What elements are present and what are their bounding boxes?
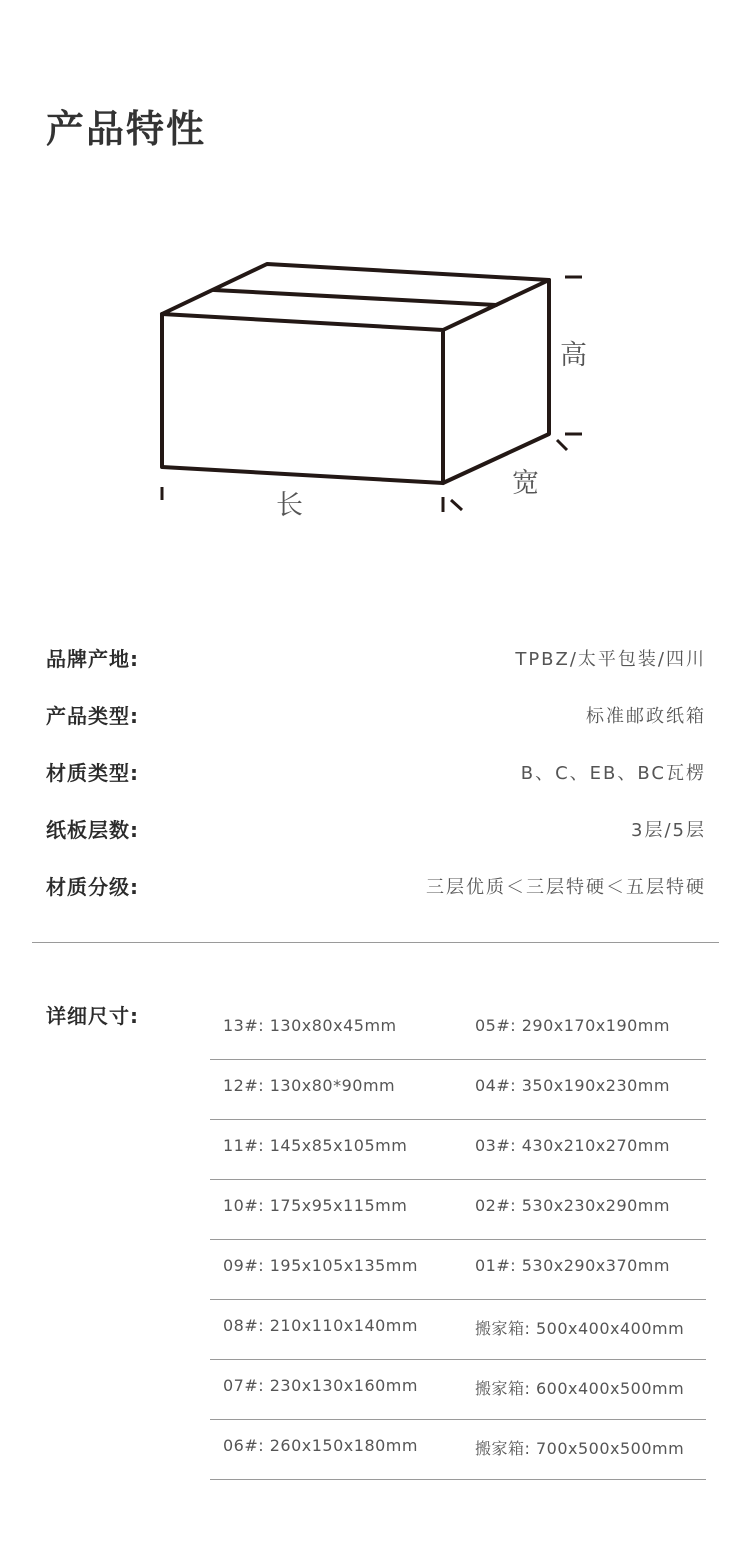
size-cell: 05#: 290x170x190mm (475, 1016, 670, 1035)
size-cell: 搬家箱: 700x500x500mm (475, 1439, 685, 1458)
width-label: 宽 (512, 468, 539, 499)
spec-label: 产品类型: (46, 704, 139, 728)
spec-value: 标准邮政纸箱 (586, 706, 706, 727)
spec-row-board-layers (46, 814, 706, 844)
table-row (210, 1180, 706, 1240)
size-cell: 搬家箱: 500x400x400mm (475, 1319, 685, 1338)
spec-value: TPBZ/太平包装/四川 (515, 649, 706, 670)
size-cell: 04#: 350x190x230mm (475, 1076, 670, 1095)
size-cell: 01#: 530x290x370mm (475, 1256, 670, 1275)
spec-label: 品牌产地: (46, 647, 139, 671)
size-cell: 06#: 260x150x180mm (223, 1436, 418, 1455)
size-cell: 10#: 175x95x115mm (223, 1196, 408, 1215)
box-front-face (162, 314, 443, 483)
size-cell: 11#: 145x85x105mm (223, 1136, 408, 1155)
spec-row-material-grade (46, 871, 706, 901)
box-top-flap-line (214, 290, 496, 305)
size-cell: 08#: 210x110x140mm (223, 1316, 418, 1335)
spec-label: 纸板层数: (46, 818, 139, 842)
page-title: 产品特性 (46, 107, 207, 151)
size-cell: 07#: 230x130x160mm (223, 1376, 418, 1395)
width-tick (557, 440, 567, 450)
table-row (210, 1300, 706, 1360)
table-row (210, 1420, 706, 1480)
size-cell: 搬家箱: 600x400x500mm (475, 1379, 685, 1398)
sizes-label: 详细尺寸: (46, 1004, 139, 1028)
table-row (210, 1360, 706, 1420)
spec-label: 材质分级: (46, 875, 139, 899)
box-side-face (443, 280, 549, 483)
size-cell: 09#: 195x105x135mm (223, 1256, 418, 1275)
table-row (210, 1240, 706, 1300)
spec-row-brand-origin (46, 643, 706, 673)
table-row (210, 1120, 706, 1180)
spec-row-product-type (46, 700, 706, 730)
size-cell: 12#: 130x80*90mm (223, 1076, 396, 1095)
height-label: 高 (560, 340, 587, 371)
spec-row-material-type (46, 757, 706, 787)
size-cell: 03#: 430x210x270mm (475, 1136, 670, 1155)
spec-value: 三层优质＜三层特硬＜五层特硬 (426, 877, 706, 898)
spec-label: 材质类型: (46, 761, 139, 785)
spec-value: 3层/5层 (631, 820, 706, 841)
size-cell: 13#: 130x80x45mm (223, 1016, 397, 1035)
length-label: 长 (276, 490, 303, 521)
spec-value: B、C、EB、BC瓦楞 (520, 763, 706, 784)
size-table (210, 1000, 706, 1480)
size-cell: 02#: 530x230x290mm (475, 1196, 670, 1215)
box-diagram (0, 0, 750, 600)
width-tick-near (451, 500, 462, 510)
table-row (210, 1000, 706, 1060)
table-row (210, 1060, 706, 1120)
section-divider (32, 942, 719, 943)
